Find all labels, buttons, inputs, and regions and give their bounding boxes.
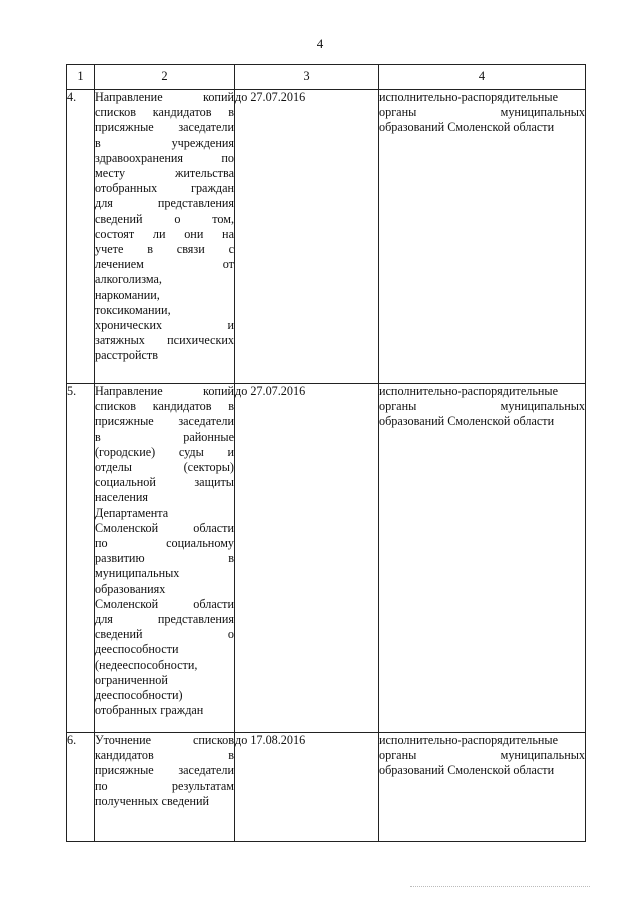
responsible-cell <box>379 90 586 384</box>
scan-artifact-line <box>410 886 590 888</box>
cell-text-line: списков кандидатов в <box>95 105 234 120</box>
cell-text-line: органы муниципальных <box>379 748 585 763</box>
cell-text-line: сведений о том, <box>95 211 234 226</box>
table-header-row <box>67 65 586 90</box>
header-col-3: 3 <box>235 65 379 90</box>
cell-text-line: отобранных граждан <box>95 703 204 718</box>
cell-text-line: присяжные заседатели <box>95 414 234 429</box>
cell-text-line: ограниченной <box>95 672 168 687</box>
cell-text-line: по социальному <box>95 536 234 551</box>
cell-text-line: присяжные заседатели <box>95 120 234 135</box>
cell-text-line: дееспособности) <box>95 688 183 703</box>
row-number: 5. <box>67 384 95 733</box>
cell-text-line: по результатам <box>95 778 234 793</box>
cell-text-line: исполнительно-распорядительные <box>379 90 559 104</box>
cell-text-line: отобранных граждан <box>95 181 234 196</box>
cell-text-line: состоят ли они на <box>95 226 234 241</box>
table-row <box>67 90 586 384</box>
cell-text-line: Смоленской области <box>95 596 234 611</box>
cell-text-line: образований Смоленской области <box>379 414 555 429</box>
cell-text-line: хронических и <box>95 318 234 333</box>
cell-text-line: образованиях <box>95 581 166 596</box>
cell-text-line: органы муниципальных <box>379 399 585 414</box>
task-cell <box>95 733 235 842</box>
header-col-4: 4 <box>379 65 586 90</box>
cell-text-line: органы муниципальных <box>379 105 585 120</box>
cell-text-line: расстройств <box>95 348 158 363</box>
task-cell <box>95 90 235 384</box>
deadline-cell: до 17.08.2016 <box>235 733 379 842</box>
cell-text-line: населения <box>95 490 149 505</box>
cell-text-line: в учреждения <box>95 135 234 150</box>
page-number: 4 <box>316 36 324 51</box>
cell-text-line: (городские) суды и <box>95 444 234 459</box>
cell-text-line: развитию в <box>95 551 234 566</box>
table-row <box>67 733 586 842</box>
cell-text-line: присяжные заседатели <box>95 763 234 778</box>
cell-text-line: Уточнение списков <box>95 733 234 747</box>
deadline-cell: до 27.07.2016 <box>235 384 379 733</box>
cell-text-line: Департамента <box>95 505 169 520</box>
responsible-cell <box>379 733 586 842</box>
cell-text-line: затяжных психических <box>95 333 234 348</box>
row-number: 6. <box>67 733 95 842</box>
header-col-2: 2 <box>95 65 235 90</box>
cell-text-line: (недееспособности, <box>95 657 198 672</box>
table-row <box>67 384 586 733</box>
cell-text-line: муниципальных <box>95 566 180 581</box>
cell-text-line: наркомании, <box>95 287 160 302</box>
cell-text-line: в районные <box>95 429 234 444</box>
cell-text-line: здравоохранения по <box>95 150 234 165</box>
cell-text-line: учете в связи с <box>95 242 234 257</box>
cell-text-line: сведений о <box>95 627 234 642</box>
task-cell <box>95 384 235 733</box>
cell-text-line: исполнительно-распорядительные <box>379 384 559 398</box>
cell-text-line: токсикомании, <box>95 302 171 317</box>
cell-text-line: Смоленской области <box>95 520 234 535</box>
cell-text-line: лечением от <box>95 257 234 272</box>
cell-text-line: для представления <box>95 612 234 627</box>
cell-text-line: алкоголизма, <box>95 272 162 287</box>
cell-text-line: образований Смоленской области <box>379 763 555 778</box>
cell-text-line: дееспособности <box>95 642 179 657</box>
cell-text-line: полученных сведений <box>95 793 210 808</box>
row-number: 4. <box>67 90 95 384</box>
header-col-1: 1 <box>67 65 95 90</box>
cell-text-line: отделы (секторы) <box>95 460 234 475</box>
cell-text-line: Направление копий <box>95 384 234 398</box>
cell-text-line: списков кандидатов в <box>95 399 234 414</box>
cell-text-line: кандидатов в <box>95 748 234 763</box>
deadline-cell: до 27.07.2016 <box>235 90 379 384</box>
cell-text-line: месту жительства <box>95 166 234 181</box>
cell-text-line: социальной защиты <box>95 475 234 490</box>
plan-table <box>66 64 586 842</box>
responsible-cell <box>379 384 586 733</box>
cell-text-line: для представления <box>95 196 234 211</box>
cell-text-line: образований Смоленской области <box>379 120 555 135</box>
cell-text-line: Направление копий <box>95 90 234 104</box>
cell-text-line: исполнительно-распорядительные <box>379 733 559 747</box>
